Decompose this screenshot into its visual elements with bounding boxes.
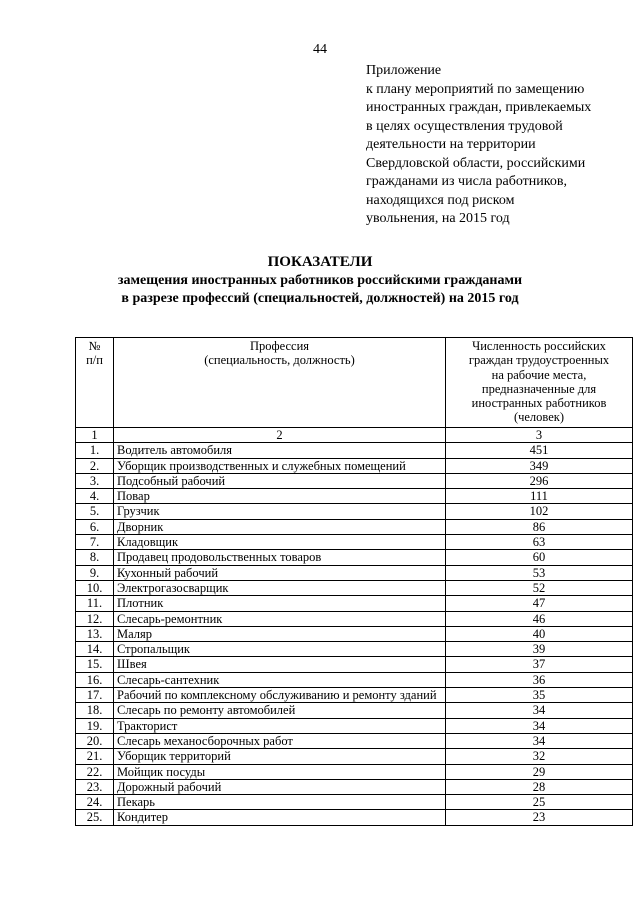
table-row: [76, 443, 633, 458]
table-row: [76, 504, 633, 519]
row-count-cell: 29: [446, 764, 633, 779]
row-profession-cell: Грузчик: [114, 504, 446, 519]
row-profession-cell: Слесарь механосборочных работ: [114, 733, 446, 748]
indicators-table: [75, 337, 633, 826]
row-count-cell: 102: [446, 504, 633, 519]
table-row: [76, 489, 633, 504]
table-row: [76, 795, 633, 810]
row-number-cell: 20.: [76, 733, 114, 748]
row-count-cell: 451: [446, 443, 633, 458]
header-count-line: (человек): [513, 410, 565, 425]
row-profession-cell: Тракторист: [114, 718, 446, 733]
appendix-line: находящихся под риском: [366, 192, 515, 208]
row-number-cell: 7.: [76, 535, 114, 550]
row-profession-cell: Кухонный рабочий: [114, 565, 446, 580]
row-profession-cell: Маляр: [114, 626, 446, 641]
table-row: [76, 688, 633, 703]
header-count-line: граждан трудоустроенных: [468, 353, 610, 368]
row-profession-cell: Дорожный рабочий: [114, 779, 446, 794]
row-profession-cell: Плотник: [114, 596, 446, 611]
appendix-line: гражданами из числа работников,: [366, 174, 567, 189]
row-profession-cell: Кондитер: [114, 810, 446, 825]
row-number-cell: 8.: [76, 550, 114, 565]
header-profession: [114, 338, 446, 428]
table-row: [76, 810, 633, 825]
column-index-cell: 3: [446, 428, 633, 443]
table-row: [76, 519, 633, 534]
header-number-line: п/п: [86, 353, 103, 368]
row-count-cell: 40: [446, 626, 633, 641]
row-count-cell: 35: [446, 688, 633, 703]
table-row: [76, 703, 633, 718]
appendix-line: Свердловской области, российскими: [366, 155, 586, 171]
document-title-block: [40, 253, 600, 308]
header-count: [446, 338, 633, 428]
row-count-cell: 28: [446, 779, 633, 794]
row-profession-cell: Дворник: [114, 519, 446, 534]
row-number-cell: 5.: [76, 504, 114, 519]
row-count-cell: 53: [446, 565, 633, 580]
row-count-cell: 111: [446, 489, 633, 504]
row-number-cell: 17.: [76, 688, 114, 703]
appendix-line: Приложение: [366, 63, 442, 78]
column-index-row: [76, 428, 633, 443]
row-profession-cell: Уборщик территорий: [114, 749, 446, 764]
row-number-cell: 2.: [76, 458, 114, 473]
row-profession-cell: Швея: [114, 657, 446, 672]
table-row: [76, 718, 633, 733]
table-row: [76, 764, 633, 779]
row-profession-cell: Слесарь-ремонтник: [114, 611, 446, 626]
column-index-cell: 2: [114, 428, 446, 443]
row-number-cell: 16.: [76, 672, 114, 687]
document-subtitle-line: замещения иностранных работников российскими гражданами: [117, 273, 523, 288]
table-row: [76, 473, 633, 488]
row-profession-cell: Слесарь-сантехник: [114, 672, 446, 687]
row-count-cell: 36: [446, 672, 633, 687]
header-count-line: предназначенные для: [481, 381, 597, 396]
row-count-cell: 39: [446, 642, 633, 657]
row-profession-cell: Водитель автомобиля: [114, 443, 446, 458]
row-number-cell: 11.: [76, 596, 114, 611]
table-header-row: [76, 338, 633, 428]
row-number-cell: 12.: [76, 611, 114, 626]
table-row: [76, 611, 633, 626]
appendix-line: увольнения, на 2015 год: [366, 211, 510, 226]
table-body: [76, 428, 633, 826]
row-profession-cell: Кладовщик: [114, 535, 446, 550]
appendix-line: в целях осуществления трудовой: [366, 118, 563, 134]
row-number-cell: 13.: [76, 626, 114, 641]
column-index-cell: 1: [76, 428, 114, 443]
row-profession-cell: Слесарь по ремонту автомобилей: [114, 703, 446, 718]
table-row: [76, 626, 633, 641]
table-row: [76, 733, 633, 748]
row-profession-cell: Продавец продовольственных товаров: [114, 550, 446, 565]
row-profession-cell: Мойщик посуды: [114, 764, 446, 779]
table-row: [76, 535, 633, 550]
row-count-cell: 34: [446, 733, 633, 748]
row-number-cell: 24.: [76, 795, 114, 810]
row-count-cell: 296: [446, 473, 633, 488]
row-profession-cell: Рабочий по комплексному обслуживанию и ремонту зданий: [114, 688, 446, 703]
row-count-cell: 25: [446, 795, 633, 810]
row-profession-cell: Стропальщик: [114, 642, 446, 657]
appendix-line: к плану мероприятий по замещению: [366, 81, 585, 97]
row-count-cell: 349: [446, 458, 633, 473]
row-count-cell: 52: [446, 580, 633, 595]
table-row: [76, 672, 633, 687]
table-row: [76, 779, 633, 794]
document-title: ПОКАЗАТЕЛИ: [267, 254, 373, 270]
row-number-cell: 23.: [76, 779, 114, 794]
row-number-cell: 10.: [76, 580, 114, 595]
row-profession-cell: Подсобный рабочий: [114, 473, 446, 488]
row-profession-cell: Электрогазосварщик: [114, 580, 446, 595]
row-number-cell: 21.: [76, 749, 114, 764]
row-count-cell: 46: [446, 611, 633, 626]
header-count-line: Численность российских: [472, 339, 606, 353]
row-count-cell: 47: [446, 596, 633, 611]
row-count-cell: 34: [446, 718, 633, 733]
table-row: [76, 642, 633, 657]
row-count-cell: 32: [446, 749, 633, 764]
header-count-line: на рабочие места,: [491, 367, 587, 382]
header-number-line: №: [88, 339, 101, 353]
row-profession-cell: Повар: [114, 489, 446, 504]
row-count-cell: 37: [446, 657, 633, 672]
appendix-note: [366, 62, 626, 229]
header-profession-line: (специальность, должность): [204, 353, 355, 368]
row-number-cell: 18.: [76, 703, 114, 718]
row-profession-cell: Пекарь: [114, 795, 446, 810]
row-number-cell: 1.: [76, 443, 114, 458]
row-number-cell: 25.: [76, 810, 114, 825]
table-row: [76, 580, 633, 595]
row-count-cell: 63: [446, 535, 633, 550]
row-count-cell: 34: [446, 703, 633, 718]
row-profession-cell: Уборщик производственных и служебных помещений: [114, 458, 446, 473]
table-row: [76, 657, 633, 672]
row-number-cell: 3.: [76, 473, 114, 488]
row-number-cell: 6.: [76, 519, 114, 534]
row-number-cell: 19.: [76, 718, 114, 733]
row-number-cell: 15.: [76, 657, 114, 672]
header-profession-line: Профессия: [249, 339, 310, 353]
row-count-cell: 60: [446, 550, 633, 565]
table-row: [76, 458, 633, 473]
row-count-cell: 86: [446, 519, 633, 534]
header-count-line: иностранных работников: [471, 396, 607, 411]
row-count-cell: 23: [446, 810, 633, 825]
appendix-line: иностранных граждан, привлекаемых: [366, 100, 592, 115]
appendix-line: деятельности на территории: [366, 137, 536, 152]
page-number: 44: [313, 42, 327, 57]
table-row: [76, 565, 633, 580]
row-number-cell: 4.: [76, 489, 114, 504]
table-row: [76, 749, 633, 764]
row-number-cell: 14.: [76, 642, 114, 657]
table-row: [76, 550, 633, 565]
header-number: [76, 338, 114, 428]
row-number-cell: 9.: [76, 565, 114, 580]
table-row: [76, 596, 633, 611]
document-subtitle-line: в разрезе профессий (специальностей, должностей) на 2015 год: [121, 291, 519, 306]
row-number-cell: 22.: [76, 764, 114, 779]
